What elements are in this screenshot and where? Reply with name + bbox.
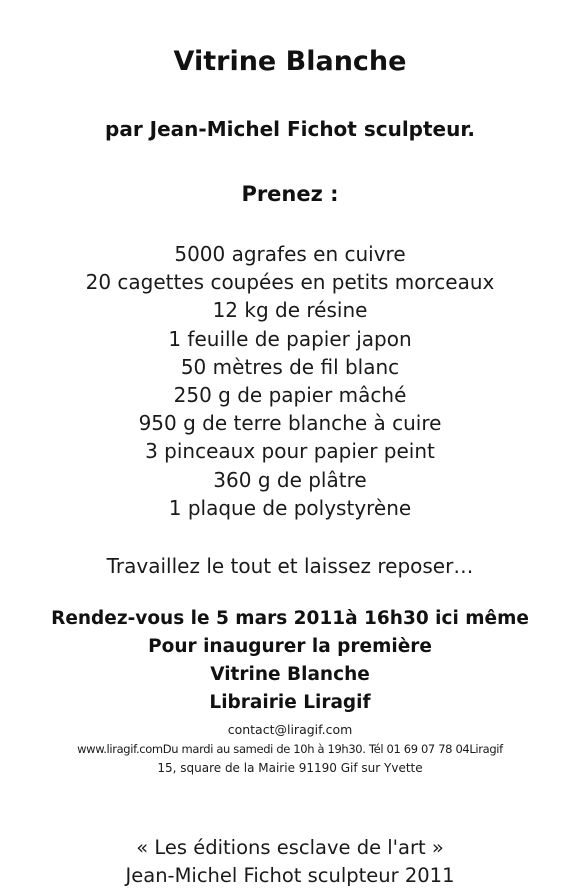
invitation-block (0, 605, 580, 717)
ingredient-item: 1 plaque de polystyrène (168, 495, 412, 520)
ingredient-item: 20 cagettes coupées en petits morceaux (85, 270, 495, 295)
page-title: Vitrine Blanche (173, 46, 407, 77)
ingredient-item: 5000 agrafes en cuivre (174, 242, 406, 266)
invitation-purpose: Pour inaugurer la première (148, 636, 432, 657)
ingredient-item: 1 feuille de papier japon (168, 326, 412, 351)
footer-tagline: « Les éditions esclave de l'art » (136, 836, 444, 859)
prenez-heading: Prenez : (241, 182, 339, 206)
ingredient-item: 360 g de plâtre (213, 467, 367, 492)
ingredient-item: 950 g de terre blanche à cuire (138, 411, 442, 436)
ingredient-item: 3 pinceaux pour papier peint (145, 439, 435, 464)
invitation-date: Rendez-vous le 5 mars 2011à 16h30 ici même (51, 608, 529, 629)
ingredients-list (0, 240, 580, 522)
ingredient-item: 12 kg de résine (212, 298, 368, 323)
invitation-venue: Librairie Liragif (209, 692, 371, 713)
ingredient-item: 250 g de papier mâché (173, 383, 407, 408)
author-subtitle: par Jean-Michel Fichot sculpteur. (105, 117, 475, 141)
footer-block (0, 834, 580, 890)
invitation-event-name: Vitrine Blanche (210, 664, 370, 685)
instruction-text: Travaillez le tout et laissez reposer… (106, 554, 474, 578)
contact-address: 15, square de la Mairie 91190 Gif sur Yvette (157, 761, 423, 775)
footer-signature: Jean-Michel Fichot sculpteur 2011 (125, 864, 455, 887)
contact-email: contact@liragif.com (227, 722, 353, 737)
contact-info-line: www.liragif.comDu mardi au samedi de 10h à 19h30. Tél 01 69 07 78 04Liragif (77, 742, 503, 756)
ingredient-item: 50 mètres de fil blanc (180, 354, 400, 379)
